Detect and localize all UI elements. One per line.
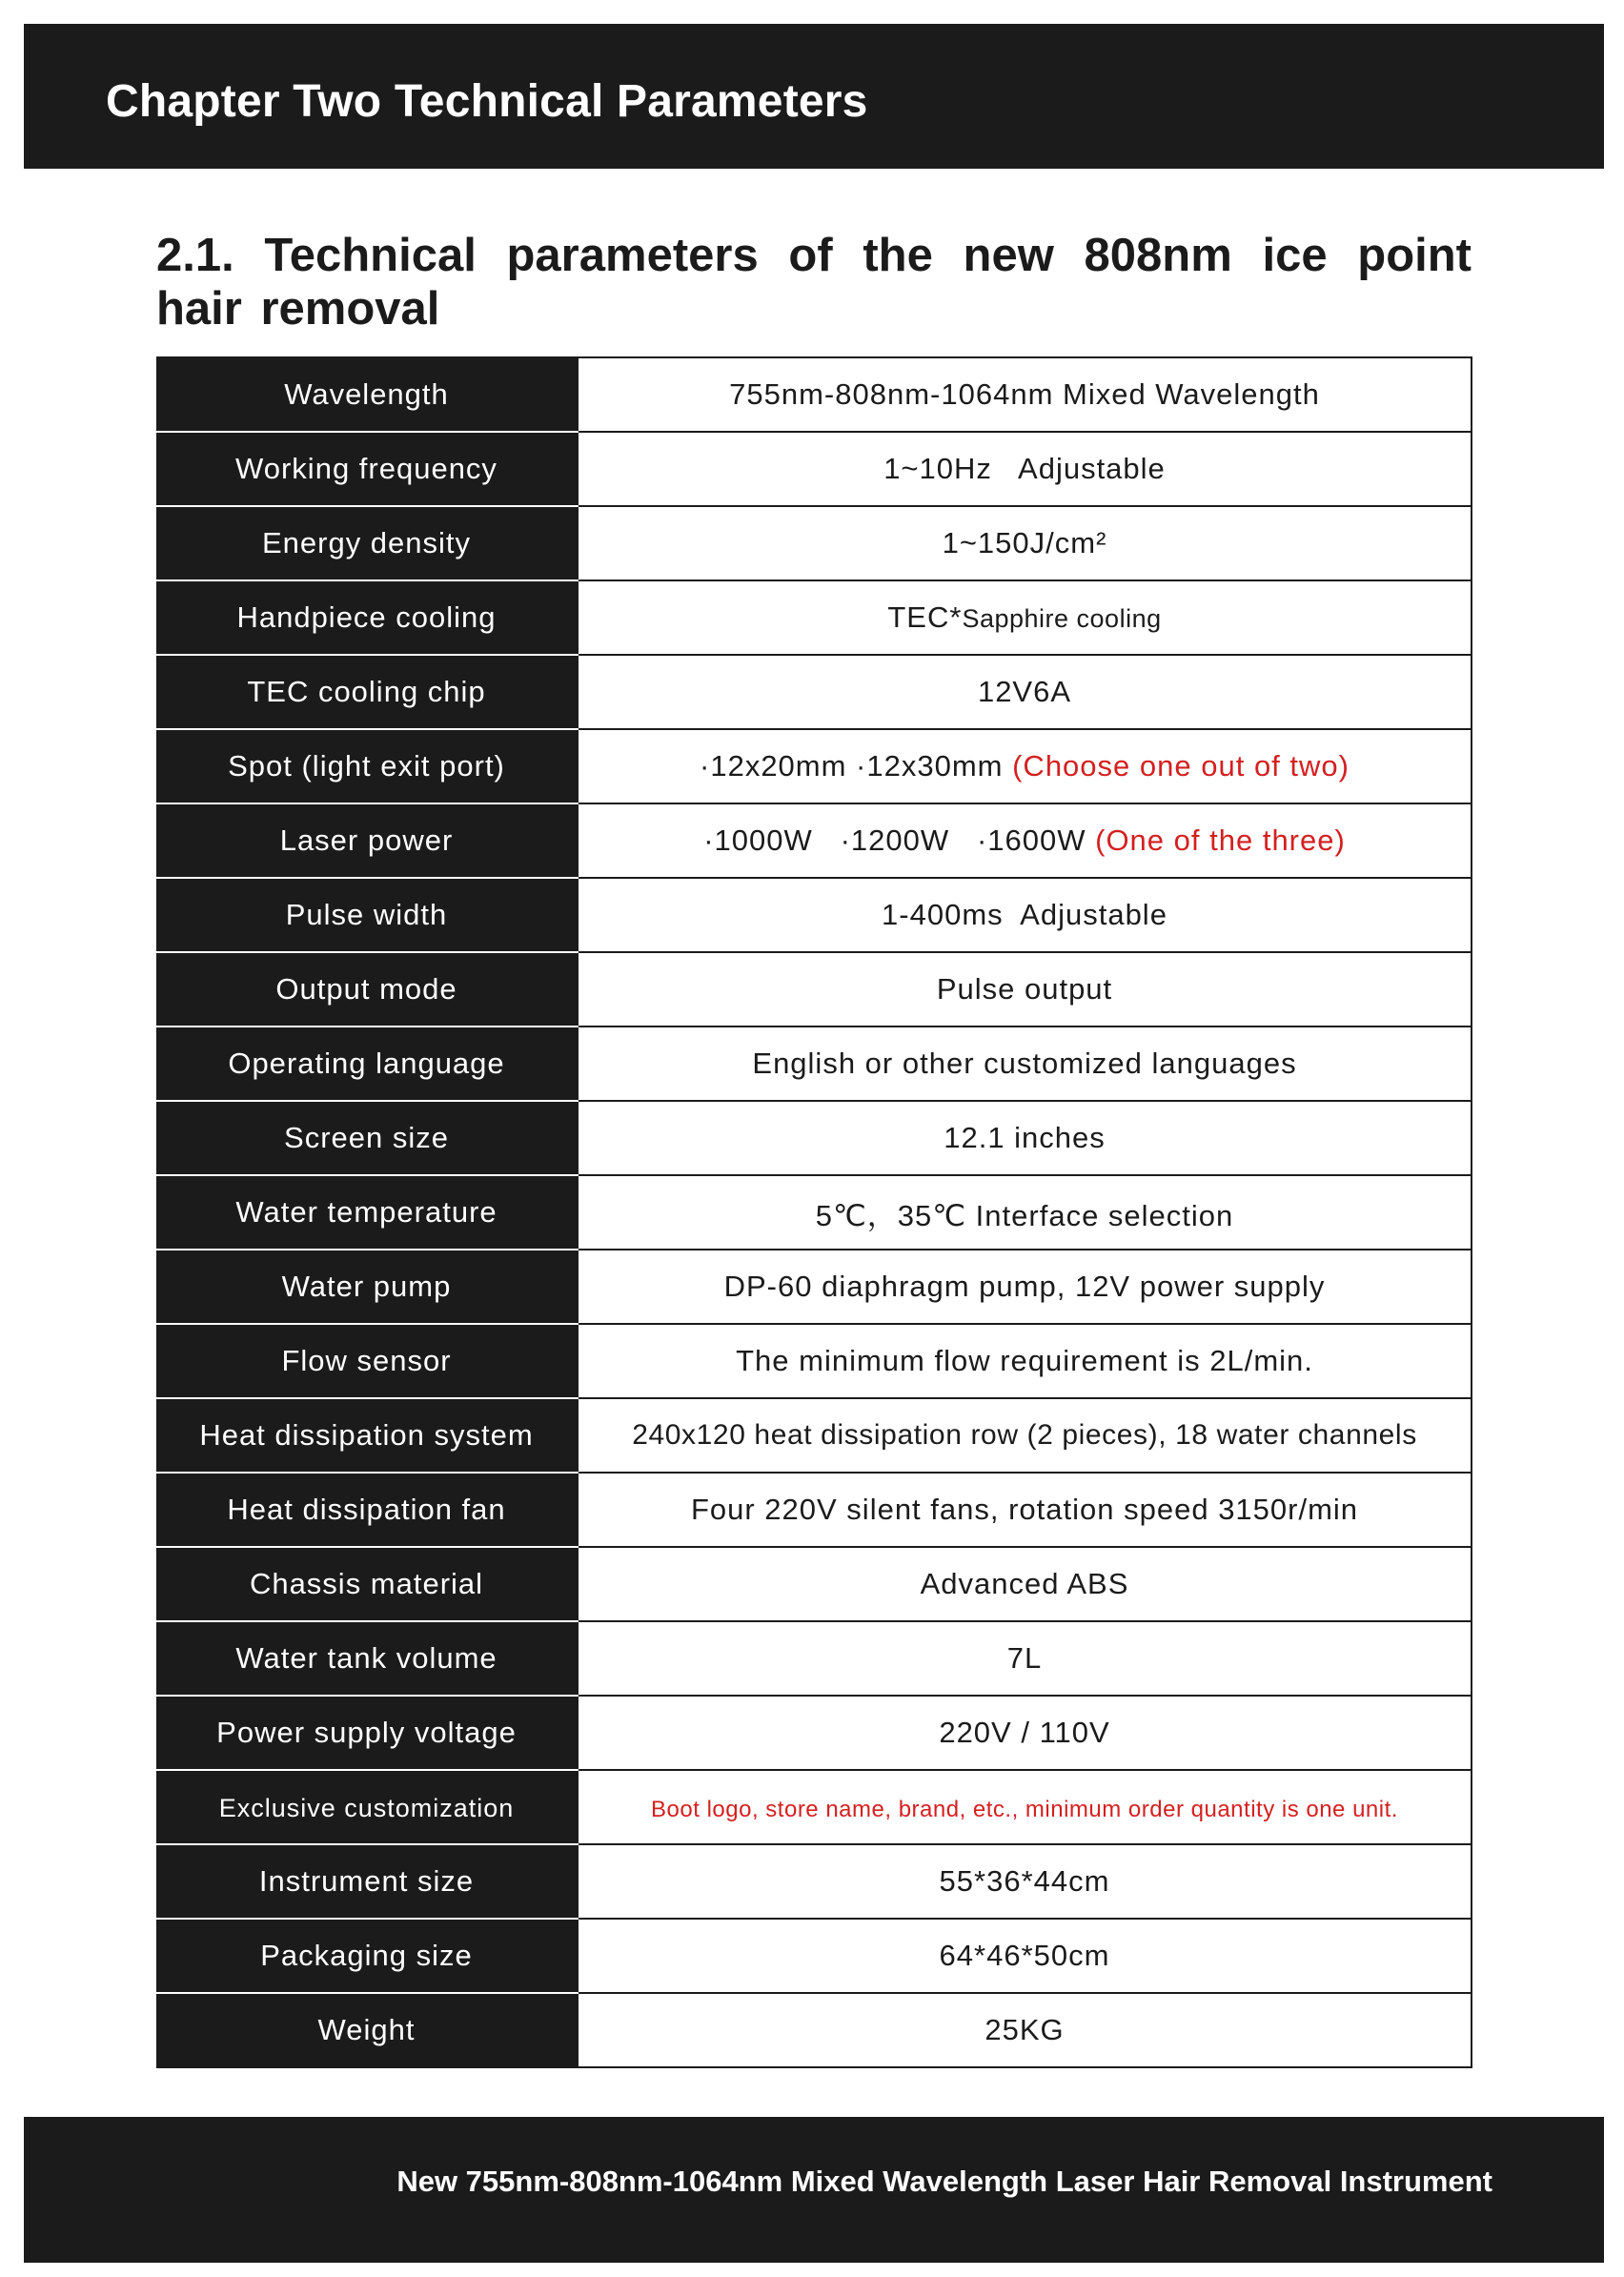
table-row [156,1175,1472,1250]
param-value: 64*46*50cm [578,1919,1472,1993]
param-value: DP-60 diaphragm pump, 12V power supply [578,1250,1472,1324]
param-value: 1~150J/cm² [578,506,1472,580]
param-label: Wavelength [156,357,578,432]
footer-text: New 755nm-808nm-1064nm Mixed Wavelength Laser Hair Removal Instrument [396,2165,1492,2198]
param-label: Spot (light exit port) [156,729,578,803]
table-row [156,1547,1472,1621]
param-label: Handpiece cooling [156,580,578,655]
param-value: 7L [578,1621,1472,1696]
table-row [156,580,1472,655]
param-label: Packaging size [156,1919,578,1993]
table-row [156,1101,1472,1175]
table-row [156,1993,1472,2067]
param-value [578,580,1472,655]
table-row [156,1027,1472,1101]
table-row [156,1919,1472,1993]
chapter-title: Chapter Two Technical Parameters [106,76,868,127]
param-value: Four 220V silent fans, rotation speed 3150r/min [578,1473,1472,1547]
param-label: Working frequency [156,432,578,506]
param-value: 55*36*44cm [578,1844,1472,1919]
param-label: Heat dissipation fan [156,1473,578,1547]
param-value: 240x120 heat dissipation row (2 pieces), 18 water channels [578,1398,1472,1473]
param-value: 25KG [578,1993,1472,2067]
param-value-text: ·12x20mm ·12x30mm [700,749,1013,783]
param-value-subtext: Sapphire cooling [962,604,1162,633]
param-label: Screen size [156,1101,578,1175]
param-value-text: ·1000W ·1200W ·1600W [703,823,1096,857]
param-label: Flow sensor [156,1324,578,1398]
param-value: 12.1 inches [578,1101,1472,1175]
table-row [156,1621,1472,1696]
table-row [156,432,1472,506]
param-value: 755nm-808nm-1064nm Mixed Wavelength [578,357,1472,432]
param-value: Advanced ABS [578,1547,1472,1621]
table-row [156,952,1472,1027]
param-value [578,878,1472,952]
param-note: (Choose one out of two) [1012,749,1350,783]
table-row [156,1324,1472,1398]
param-note: Boot logo, store name, brand, etc., minimum order quantity is one unit. [651,1797,1398,1822]
param-label: Weight [156,1993,578,2067]
table-row [156,1770,1472,1844]
param-label-text: Exclusive customization [218,1794,515,1822]
param-value [578,1770,1472,1844]
table-row [156,1250,1472,1324]
param-label: Water pump [156,1250,578,1324]
table-row [156,878,1472,952]
param-value: Pulse output [578,952,1472,1027]
table-row [156,1473,1472,1547]
param-value: The minimum flow requirement is 2L/min. [578,1324,1472,1398]
parameters-table [156,356,1472,2068]
param-value-text: 1~10Hz Adjustable [883,452,1166,485]
param-value: English or other customized languages [578,1027,1472,1101]
param-value: 12V6A [578,655,1472,729]
table-row [156,1844,1472,1919]
param-label: Laser power [156,803,578,878]
param-value-text: TEC* [887,600,963,634]
table-row [156,506,1472,580]
table-row [156,729,1472,803]
param-label: Energy density [156,506,578,580]
param-label: Output mode [156,952,578,1027]
table-row [156,803,1472,878]
section-title: 2.1. Technical parameters of the new 808nm ice point hair removal [156,230,1472,335]
table-row [156,357,1472,432]
param-label: Heat dissipation system [156,1398,578,1473]
param-label [156,1770,578,1844]
param-label: Chassis material [156,1547,578,1621]
param-label: Instrument size [156,1844,578,1919]
param-value [578,729,1472,803]
param-value [578,432,1472,506]
param-label: Power supply voltage [156,1696,578,1770]
param-value: 220V / 110V [578,1696,1472,1770]
param-label: Operating language [156,1027,578,1101]
param-note: (One of the three) [1095,823,1346,857]
param-label: TEC cooling chip [156,655,578,729]
param-label: Water tank volume [156,1621,578,1696]
param-value-text: 1-400ms Adjustable [882,898,1167,931]
param-value [578,803,1472,878]
param-value: 5℃，35℃ Interface selection [578,1175,1472,1250]
param-label: Water temperature [156,1175,578,1250]
table-row [156,655,1472,729]
table-row [156,1696,1472,1770]
param-label: Pulse width [156,878,578,952]
table-row [156,1398,1472,1473]
